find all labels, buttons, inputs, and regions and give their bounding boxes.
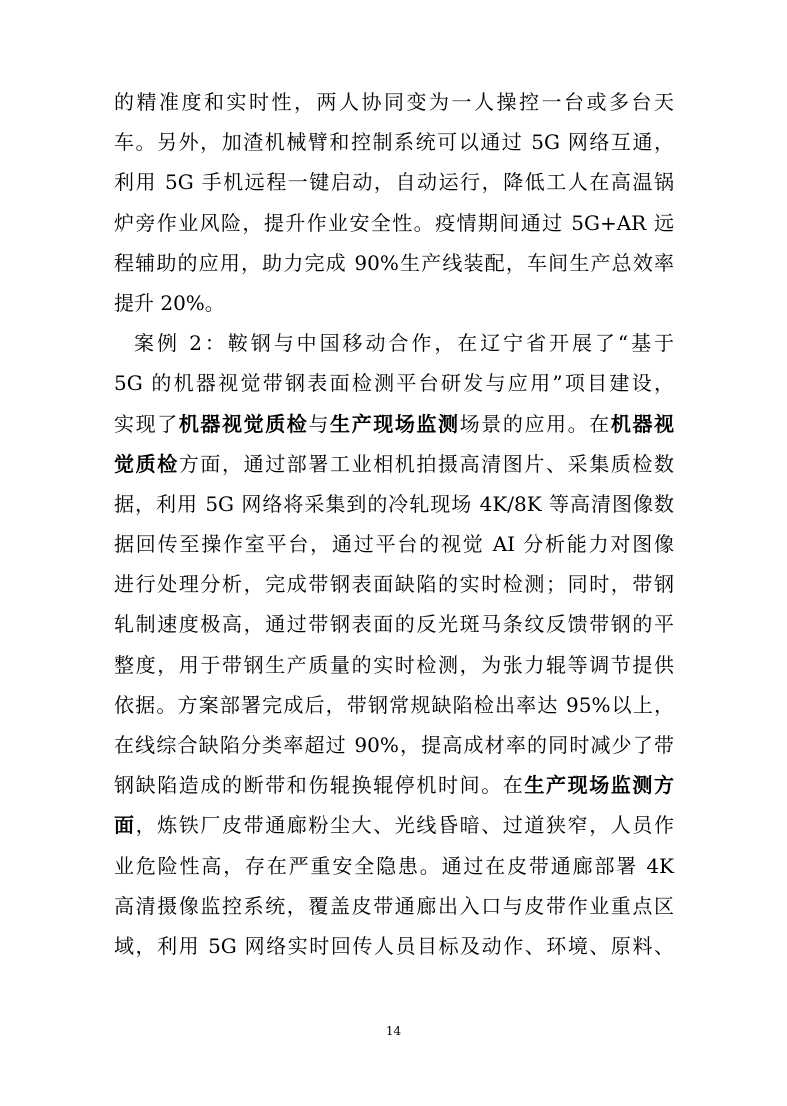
text-line: 业危险性高，存在严重安全隐患。通过在皮带通廊部署 4K	[114, 853, 674, 878]
text-line: 轧制速度极高，通过带钢表面的反光斑马条纹反馈带钢的平	[114, 612, 674, 637]
text-line: 实现了机器视觉质检与生产现场监测场景的应用。在机器视	[114, 411, 675, 436]
text-line: 整度，用于带钢生产质量的实时检测，为张力辊等调节提供	[114, 652, 674, 677]
bold-term: 机器视	[610, 411, 675, 436]
text-line: 车。另外，加渣机械臂和控制系统可以通过 5G 网络互通，	[114, 130, 674, 155]
bold-term: 觉质检	[114, 451, 179, 476]
text-line: 据，利用 5G 网络将采集到的冷轧现场 4K/8K 等高清图像数	[114, 491, 674, 516]
text-line: 在线综合缺陷分类率超过 90%，提高成材率的同时减少了带	[114, 733, 674, 757]
text-line: 炉旁作业风险，提升作业安全性。疫情期间通过 5G+AR 远	[114, 210, 674, 235]
text-line: 域，利用 5G 网络实时回传人员目标及动作、环境、原料、	[114, 933, 674, 958]
text-line: 依据。方案部署完成后，带钢常规缺陷检出率达 95%以上，	[114, 692, 674, 717]
bold-term: 机器视觉质检	[178, 411, 309, 436]
bold-term: 生产现场监测	[330, 411, 460, 436]
text-line: 5G 的机器视觉带钢表面检测平台研发与应用”项目建设，	[114, 371, 674, 396]
page-number: 14	[385, 1024, 402, 1038]
text-line: 面，炼铁厂皮带通廊粉尘大、光线昏暗、过道狭窄，人员作	[114, 813, 675, 838]
text-line: 钢缺陷造成的断带和伤辊换辊停机时间。在生产现场监测方	[114, 773, 675, 798]
text-line: 觉质检方面，通过部署工业相机拍摄高清图片、采集质检数	[114, 451, 675, 476]
text-line: 进行处理分析，完成带钢表面缺陷的实时检测；同时，带钢	[114, 572, 674, 597]
text-line: 提升 20%。	[114, 290, 225, 315]
text-line: 高清摄像监控系统，覆盖皮带通廊出入口与皮带作业重点区	[114, 893, 674, 918]
bold-term: 生产现场监测方	[524, 773, 675, 798]
text-line-paragraph-start: 案例 2：鞍钢与中国移动合作，在辽宁省开展了“基于	[134, 331, 674, 356]
text-line: 的精准度和实时性，两人协同变为一人操控一台或多台天	[114, 90, 674, 114]
text-line: 据回传至操作室平台，通过平台的视觉 AI 分析能力对图像	[114, 532, 674, 557]
text-line: 利用 5G 手机远程一键启动，自动运行，降低工人在高温锅	[114, 170, 674, 195]
bold-term: 面	[114, 813, 136, 838]
text-line: 程辅助的应用，助力完成 90%生产线装配，车间生产总效率	[114, 250, 674, 275]
body-text	[114, 82, 674, 966]
